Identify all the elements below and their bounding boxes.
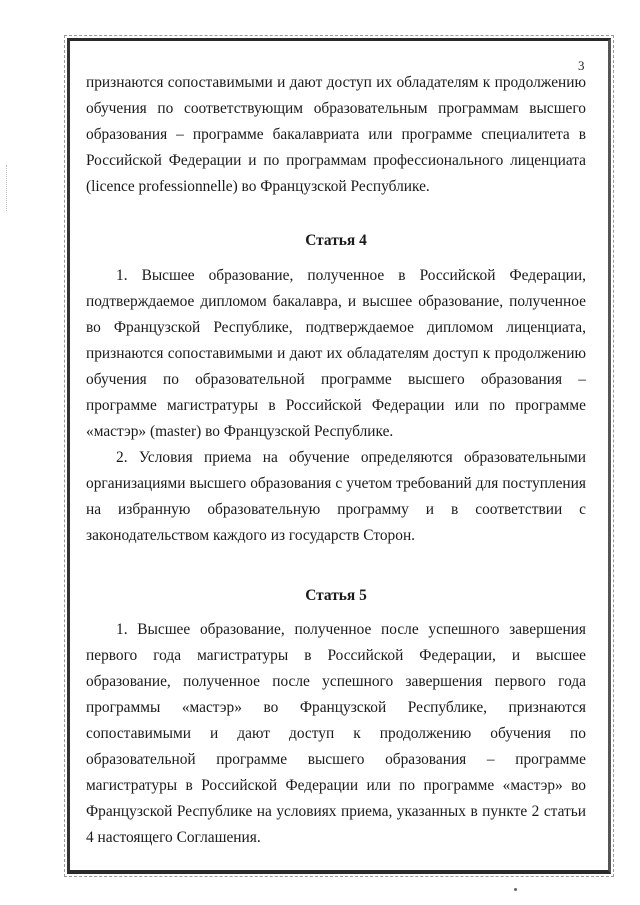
article-5-heading: Статья 5 bbox=[305, 587, 367, 604]
article-5-paragraph-1: 1. Высшее образование, полученное после успешного завершения первого года магистратуры в Российской Федерации, и высшее образование, полученное после успешного завершения первого года программы «мастэр» во Французской Республике, признаются сопоставимыми и дают доступ к продолжению обучения по образовательной программе высшего образования – программе магистратуры в Российской Федерации или по программе «мастэр» во Французской Республике на условиях приема, указанных в пункте 2 статьи 4 настоящего Соглашения. bbox=[86, 621, 586, 846]
document-body bbox=[86, 70, 586, 851]
scan-margin-mark bbox=[6, 165, 8, 211]
scan-speck bbox=[514, 888, 517, 891]
article-4-paragraph-2: 2. Условия приема на обучение определяются образовательными организациями высшего образования с учетом требований для поступления на избранную образовательную программу и в соответствии с законодательством каждого из государств Сторон. bbox=[86, 449, 586, 544]
article-4-paragraph-1: 1. Высшее образование, полученное в Российской Федерации, подтверждаемое дипломом бакалавра, и высшее образование, полученное во Французской Республике, подтверждаемое дипломом лиценциата, признаются сопоставимыми и дают их обладателям доступ к продолжению обучения по образовательной программе высшего образования – программе магистратуры в Российской Федерации или по программе «мастэр» (master) во Французской Республике. bbox=[86, 267, 586, 440]
article-4-heading: Статья 4 bbox=[305, 232, 367, 249]
page-number: 3 bbox=[578, 58, 585, 73]
intro-paragraph: признаются сопоставимыми и дают доступ их обладателям к продолжению обучения по соответствующим образовательным программам высшего образования – программе бакалавриата или программе специалитета в Российской Федерации и по программам профессионального лиценциата (licence professionnelle) во Французской Республике. bbox=[86, 74, 586, 195]
